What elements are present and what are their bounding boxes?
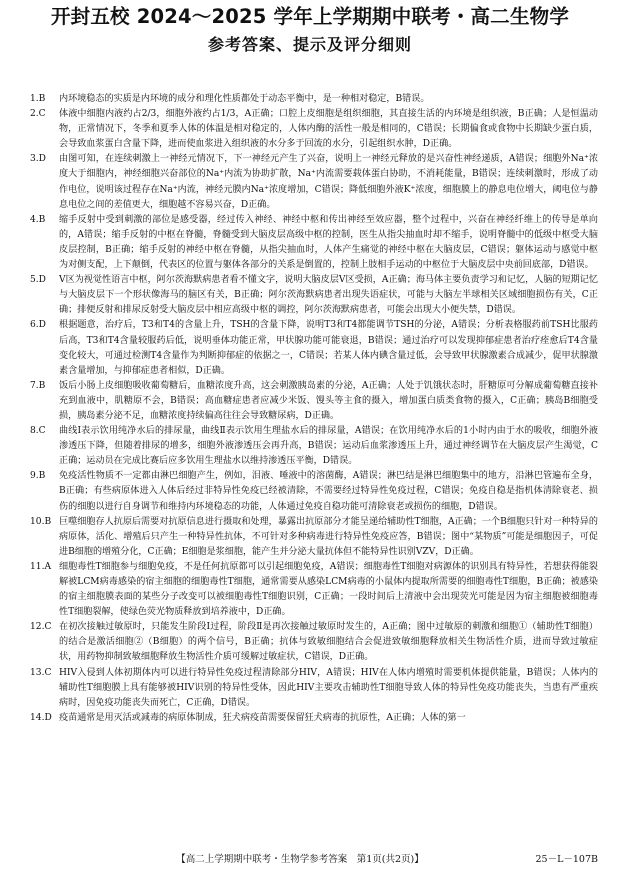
- answer-number: 6.D: [30, 320, 46, 331]
- answer-number: 4.B: [30, 214, 46, 225]
- footer-title: 【高二上学期期中联考・生物学参考答案 第1页(共2页)】: [176, 854, 424, 865]
- answer-text: 巨噬细胞存人抗原后需要对抗原信息进行摄取和处理，暴露出抗原部分才能呈递给辅助性T细胞，A正确；一个B细胞只针对一种特异的病原体，活化、增殖后只产生一种特异性抗体，不可针对多种病毒进行特异性免疫应答，B错误；图中“某物质”可能是细胞因子，可促进B细胞的增殖分化，C正确；E细胞是浆细胞，能产生并分泌大量抗体但不能特异性识别VZV，D正确。: [59, 516, 598, 557]
- answer-item: [30, 318, 598, 378]
- answer-text: HIV入侵到人体初期体内可以进行特异性免疫过程清除部分HIV，A错误；HIV在人体内增殖时需要机体提供能量，B错误；人体内的辅助性T细胞膜上具有能够被HIV识别的特异性受体，因此HIV主要攻击辅助性T细胞导致人体的特异性免疫功能丧失，当患有严重疾病时，因免疫功能丧失而死亡，C正确，D错误。: [59, 667, 598, 708]
- answer-text: 饭后小肠上皮细胞吸收葡萄糖后，血糖浓度升高，这会刺激胰岛素的分泌，A正确；人处于饥饿状态时，肝糖原可分解成葡萄糖直接补充到血液中，肌糖原不会，B错误；高血糖症患者应减少米饭、馒头等主食的摄入，增加蛋白质类食物的摄入，C正确；胰岛B细胞受损，胰岛素分泌不足，血糖浓度持续偏高往往会导致糖尿病，D正确。: [59, 380, 598, 421]
- answer-text: 由图可知，在连续刺激上一神经元情况下，下一神经元产生了兴奋，说明上一神经元释放的是兴奋性神经递质，A错误；细胞外Na⁺浓度大于细胞内，神经细胞兴奋部位的Na⁺内流为协助扩散，Na⁺内流需要载体蛋白协助，不消耗能量，B错误；连续刺激时，形成了动作电位，说明该过程存在Na⁺内流，神经元膜内Na⁺浓度增加，C错误；降低细胞外液K⁺浓度，细胞膜上的静息电位增大，阈电位与静息电位之间的差值更大，细胞越不容易兴奋，D正确。: [59, 154, 598, 210]
- answer-number: 1.B: [30, 94, 46, 104]
- answer-item: [30, 424, 598, 469]
- answer-item: [30, 620, 598, 665]
- answer-number: 8.C: [30, 426, 46, 437]
- answer-text: 内环境稳态的实质是内环境的成分和理化性质都处于动态平衡中，是一种相对稳定，B错误。: [59, 94, 430, 104]
- footer-code: 25－L－107B: [535, 854, 598, 865]
- answer-item: [30, 152, 598, 212]
- answer-number: 9.B: [30, 471, 46, 482]
- answer-number: 5.D: [30, 275, 46, 286]
- answer-text: 曲线Ⅰ表示饮用纯净水后的排尿量，曲线Ⅱ表示饮用生理盐水后的排尿量，A错误；在饮用纯净水后的1小时内由于水的吸收，细胞外液渗透压下降，但随着排尿的增多，细胞外液渗透压会再升高，B错误；运动后血浆渗透压上升，通过神经调节在大脑皮层产生渴觉，C正确；运动员在完成比赛后应多饮用生理盐水以维持渗透压平衡，D错误。: [59, 426, 598, 467]
- answer-text: 在初次接触过敏原时，只能发生阶段Ⅰ过程，阶段Ⅱ是再次接触过敏原时发生的，A正确；图中过敏原的刺激和细胞①（辅助性T细胞）的结合是激活细胞②（B细胞）的两个信号，B正确；抗体与致敏细胞结合会促进致敏细胞释放相关生物活性介质，进而导致过敏症状，用药物抑制致敏细胞释放生物活性介质可缓解过敏症状，C错误，D正确。: [59, 622, 598, 663]
- answer-text: 疫苗通常是用灭活或减毒的病原体制成，狂犬病疫苗需要保留狂犬病毒的抗原性，A正确；人体的第一: [59, 712, 466, 723]
- answer-number: 14.D: [30, 712, 52, 723]
- answer-text: V区为视觉性语言中枢，阿尔茨海默病患者看不懂文字，说明大脑皮层V区受损，A正确；海马体主要负责学习和记忆，人脑的短期记忆与大脑皮层下一个形状像海马的脑区有关，B正确；阿尔茨海默病患者出现失语症状，可能与大脑左半球相关区域细胞损伤有关，C正确；排便反射和排尿反射受大脑皮层中相应高级中枢的调控，阿尔茨海默病患者，可能会出现大小便失禁，D错误。: [59, 275, 598, 316]
- answer-item: [30, 379, 598, 424]
- answer-item: [30, 515, 598, 560]
- answer-item: [30, 711, 598, 726]
- page-subtitle: 参考答案、提示及评分细则: [207, 35, 412, 54]
- answer-list: [30, 92, 598, 726]
- answer-text: 根据题意，治疗后，T3和T4的含量上升，TSH的含量下降，说明T3和T4都能调节TSH的分泌，A错误；分析表格服药前TSH比服药后高，T3和T4含量较服药后低，说明垂体功能正常，甲状腺功能可能衰退，B错误；通过治疗可以发现抑郁症患者治疗痊愈后T4含量变化较大，可通过检测T4含量作为判断抑郁症的依据之一，C错误；若某人体内碘含量过低，会导致甲状腺激素合成减少，促甲状腺激素含量增加，与抑郁症患者相似，D正确。: [59, 320, 598, 376]
- answer-item: [30, 469, 598, 514]
- answer-item: [30, 560, 598, 620]
- answer-item: [30, 92, 598, 107]
- answer-number: 10.B: [30, 516, 52, 527]
- answer-text: 细胞毒性T细胞参与细胞免疫，不是任何抗原都可以引起细胞免疫，A错误；细胞毒性T细胞对病源体的识别具有特异性，若想获得能裂解被LCM病毒感染的宿主细胞的细胞毒性T细胞，通常需要从感染LCM病毒的小鼠体内提取所需要的细胞毒性T细胞，B正确；被感染的宿主细胞膜表面的某些分子改变可以被细胞毒性T细胞识别，C正确；一段时间后上清液中会出现荧光可能是因为宿主细胞被细胞毒性T细胞裂解，使绿色荧光物质释放到培养液中，D正确。: [59, 561, 598, 618]
- page-title: 开封五校 2024～2025 学年上学期期中联考・高二生物学: [50, 5, 570, 28]
- answer-number: 12.C: [30, 622, 52, 633]
- answer-item: [30, 273, 598, 318]
- page-header: [0, 4, 620, 56]
- answer-item: [30, 666, 598, 711]
- answer-text: 免疫活性物质不一定都由淋巴细胞产生，例如，泪液、唾液中的溶菌酶，A错误；淋巴结是淋巴细胞集中的地方，沿淋巴管遍布全身，B正确；有些病原体进入人体后经过非特异性免疫已经被清除，不需要经过特异性免疫过程，C错误；免疫自稳是指机体清除衰老、损伤的细胞以进行自身调节和维持内环境稳态的功能，人体通过免疫自稳功能可清除衰老或损伤的细胞，D错误。: [59, 471, 598, 512]
- answer-text: 体液中细胞内液约占2/3，细胞外液约占1/3，A正确；口腔上皮细胞是组织细胞，其直接生活的内环境是组织液，B正确；人是恒温动物，正常情况下，冬季和夏季人体的体温是相对稳定的，人体内酶的活性一般是相同的，C错误；长期偏食或食物中长期缺少蛋白质，会导致血浆蛋白含量下降，进而使血浆进入组织液的水分多于回流的水分，引起组织水肿，D正确。: [59, 109, 598, 150]
- answer-text: 缩手反射中受到刺激的部位是感受器，经过传入神经、神经中枢和传出神经至效应器，整个过程中，兴奋在神经纤维上的传导是单向的，A错误；缩手反射的中枢在脊髓，脊髓受到大脑皮层高级中枢的控制，医生从指尖抽血时却不缩手，说明脊髓中的低级中枢受大脑皮层控制，B正确；缩手反射的神经中枢在脊髓，从指尖抽血时，人体产生痛觉的神经中枢在大脑皮层，C错误；躯体运动与感觉中枢为对侧支配，上下颠倒，代表区的位置与躯体各部分的关系是倒置的，控制上肢相手运动的中枢位于大脑皮层中央前回底部，D错误。: [59, 214, 598, 271]
- answer-item: [30, 213, 598, 273]
- answer-number: 3.D: [30, 154, 46, 165]
- answer-number: 2.C: [30, 109, 46, 120]
- answer-number: 11.A: [30, 561, 52, 572]
- answer-number: 7.B: [30, 380, 46, 391]
- answer-item: [30, 107, 598, 152]
- answer-number: 13.C: [30, 667, 52, 678]
